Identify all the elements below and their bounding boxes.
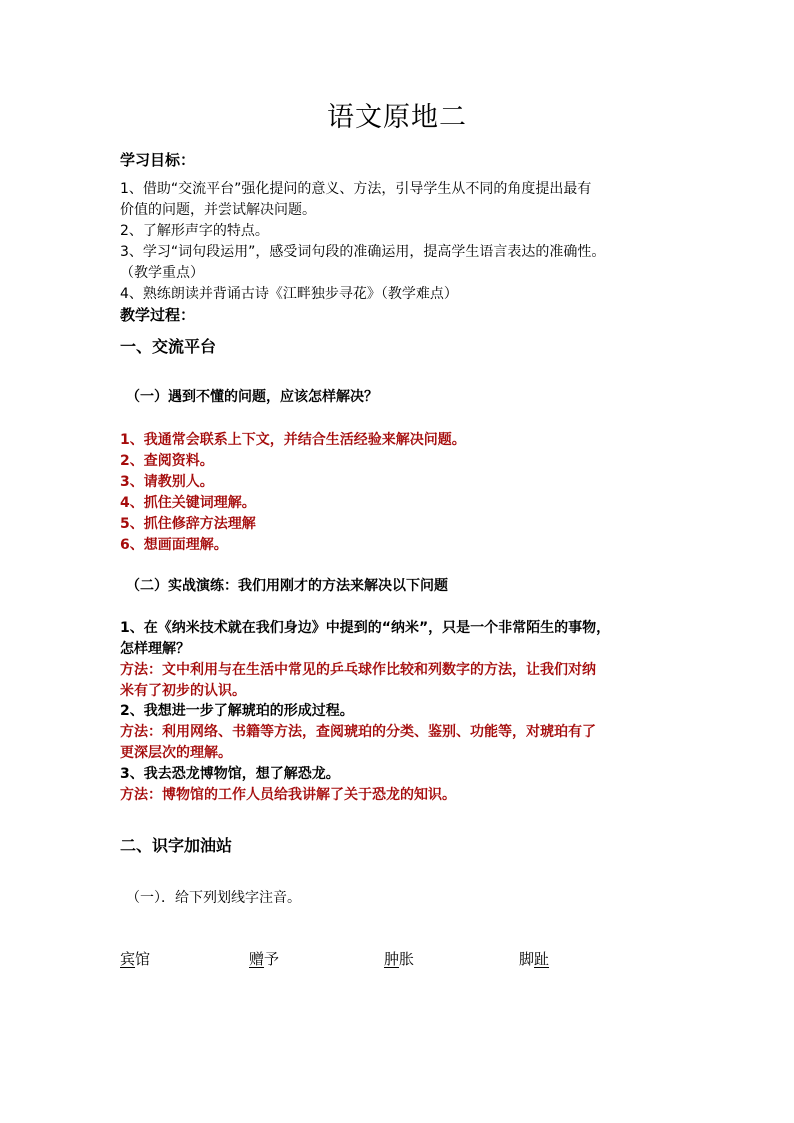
word-item <box>120 948 150 970</box>
goal-item-1-line-2: 价值的问题，并尝试解决问题。 <box>120 202 316 218</box>
answer-item: 2、查阅资料。 <box>120 453 214 469</box>
answer-1-line-2: 米有了初步的认识。 <box>120 683 246 699</box>
underlined-char: 赠 <box>249 950 265 968</box>
process-heading: 教学过程： <box>120 306 196 324</box>
underlined-char: 趾 <box>534 950 550 968</box>
answer-2-line-1: 方法：利用网络、书籍等方法，查阅琥珀的分类、鉴别、功能等，对琥珀有了 <box>120 724 596 740</box>
answer-item: 3、请教别人。 <box>120 474 214 490</box>
question-1-line-2: 怎样理解？ <box>120 641 190 657</box>
answer-item: 1、我通常会联系上下文，并结合生活经验来解决问题。 <box>120 432 466 448</box>
goal-item-3-line-1: 3、学习“词句段运用”，感受词句段的准确运用，提高学生语言表达的准确性。 <box>120 244 606 260</box>
underlined-char: 宾 <box>120 950 136 968</box>
answer-item: 6、想画面理解。 <box>120 537 228 553</box>
answer-item: 5、抓住修辞方法理解 <box>120 516 256 532</box>
goal-item-3-line-2: （教学重点） <box>120 265 204 281</box>
question-2: 2、我想进一步了解琥珀的形成过程。 <box>120 703 354 719</box>
section-2-heading: 二、识字加油站 <box>120 836 233 855</box>
section-2-sub-1-heading: （一）．给下列划线字注音。 <box>126 890 301 906</box>
question-3: 3、我去恐龙博物馆，想了解恐龙。 <box>120 766 340 782</box>
word-item <box>384 948 414 970</box>
underlined-char: 肿 <box>384 950 400 968</box>
goal-item-4: 4、熟练朗读并背诵古诗《江畔独步寻花》（教学难点） <box>120 286 458 302</box>
word-rest: 馆 <box>135 950 151 968</box>
goal-item-2: 2、了解形声字的特点。 <box>120 223 269 239</box>
answer-item: 4、抓住关键词理解。 <box>120 495 256 511</box>
answer-3: 方法：博物馆的工作人员给我讲解了关于恐龙的知识。 <box>120 787 456 803</box>
answer-2-line-2: 更深层次的理解。 <box>120 745 232 761</box>
question-1-line-1: 1、在《纳米技术就在我们身边》中提到的“纳米”，只是一个非常陌生的事物， <box>120 620 611 636</box>
word-rest: 胀 <box>399 950 415 968</box>
section-1-heading: 一、交流平台 <box>120 337 217 356</box>
answer-1-line-1: 方法：文中利用与在生活中常见的乒乓球作比较和列数字的方法，让我们对纳 <box>120 662 596 678</box>
page-title: 语文原地二 <box>327 102 467 133</box>
section-1-sub-2-heading: （二）实战演练：我们用刚才的方法来解决以下问题 <box>126 578 448 594</box>
goals-heading: 学习目标： <box>120 151 196 169</box>
word-item <box>249 948 279 970</box>
word-item <box>519 948 549 970</box>
goal-item-1-line-1: 1、借助“交流平台”强化提问的意义、方法，引导学生从不同的角度提出最有 <box>120 181 592 197</box>
word-rest: 予 <box>264 950 280 968</box>
word-lead: 脚 <box>519 950 535 968</box>
section-1-sub-1-heading: （一）遇到不懂的问题，应该怎样解决？ <box>126 389 378 405</box>
